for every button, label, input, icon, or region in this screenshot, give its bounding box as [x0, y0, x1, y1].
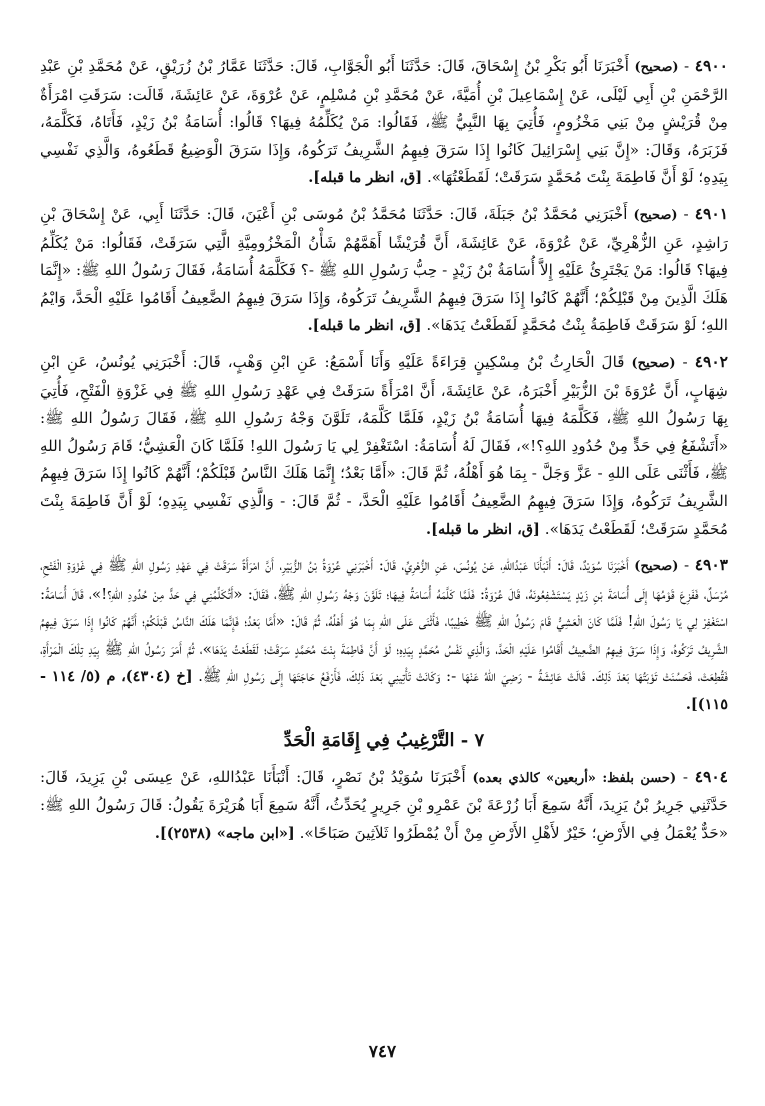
hadith-separator: - — [675, 352, 688, 371]
page-number: ٧٤٧ — [368, 1042, 397, 1062]
hadith-number: ٤٩٠١ — [694, 203, 729, 223]
hadith-reference: [ق، انظر ما قبله]. — [307, 317, 422, 335]
hadith-number: ٤٩٠٤ — [694, 766, 728, 786]
hadith-grade: (صحيح) — [633, 207, 678, 223]
hadith-reference: [ق، انظر ما قبله]. — [308, 169, 423, 187]
hadith-number: ٤٩٠٠ — [694, 56, 728, 75]
hadith-separator: - — [678, 57, 690, 75]
hadith-grade: (صحيح) — [634, 559, 679, 575]
hadith-4901 — [40, 200, 728, 340]
hadith-number: ٤٩٠٢ — [694, 351, 729, 371]
chapter-title: ٧ - التَّرْغِيبُ فِي إِقَامَةِ الْحَدِّ — [283, 729, 485, 751]
hadith-reference: [ق، انظر ما قبله]. — [426, 520, 540, 538]
hadith-text: أَخْبَرَنِي مُحَمَّدُ بْنُ جَبَلَةَ، قَالَ: حَدَّثَنَا مُحَمَّدُ بْنُ مُوسَى بْنِ أَعْيَنَ، قَالَ: حَدَّثَنَا أَبِي، عَنْ إِسْحَاقَ بْنِ رَاشِدٍ، عَنِ الزُّهْرِيِّ، عَنْ عُرْوَةَ، عَنْ عَائِشَةَ، أَنَّ قُرَيْشًا أَهَمَّهُمْ شَأْنُ الْمَخْزُومِيَّةِ الَّتِي سَرَقَتْ، فَقَالُوا: مَنْ يُكَلِّمُ فِيهَا؟ قَالُوا: مَنْ يَجْتَرِئُ عَلَيْهِ إِلاَّ أُسَامَةُ بْنُ زَيْدٍ - حِبُّ رَسُولِ اللهِ ﷺ -؟ فَكَلَّمَهُ أُسَامَةُ، فَقَالَ رَسُولُ اللهِ ﷺ: «إِنَّمَا هَلَكَ الَّذِينَ مِنْ قَبْلِكُمْ؛ أَنَّهُمْ كَانُوا إِذَا سَرَقَ فِيهِمُ الشَّرِيفُ تَرَكُوهُ، وَإِذَا سَرَقَ فِيهِمُ الضَّعِيفُ أَقَامُوا عَلَيْهِ الْحَدَّ، وَايْمُ اللهِ؛ لَوْ سَرَقَتْ فَاطِمَةُ بِنْتُ مُحَمَّدٍ لَقَطَعْتُ يَدَهَا». — [40, 204, 728, 335]
hadith-number: ٤٩٠٣ — [694, 555, 728, 575]
hadith-reference: [خ (٤٣٠٤)، م (٥/ ١١٤ - ١١٥)]. — [40, 668, 728, 714]
hadith-4903 — [40, 551, 728, 719]
hadith-reference: [«ابن ماجه» (٢٥٣٨)]. — [154, 824, 295, 842]
hadith-text: أَخْبَرَنَا سُوَيْدُ بْنُ نَصْرٍ، قَالَ: أَنْبَأَنَا عَبْدُاللهِ، عَنْ عِيسَى بْنِ يَزِيدَ، قَالَ: حَدَّثَنِي جَرِيرُ بْنُ يَزِيدَ، أَنَّهُ سَمِعَ أَبَا زُرْعَةَ بْنَ عَمْرِو بْنِ جَرِيرٍ يُحَدِّثُ، أَنَّهُ سَمِعَ أَبَا هُرَيْرَةَ يَقُولُ: قَالَ رَسُولُ اللهِ ﷺ: «حَدٌّ يُعْمَلُ فِي الأَرْضِ؛ خَيْرٌ لأَهْلِ الأَرْضِ مِنْ أَنْ يُمْطَرُوا ثَلاَثِينَ صَبَاحًا». — [40, 767, 728, 842]
hadith-separator: - — [677, 204, 689, 223]
hadith-4904 — [40, 763, 728, 848]
hadith-separator: - — [678, 556, 690, 575]
hadith-grade: (حسن بلفظ: «أربعين» كالذي بعده) — [472, 770, 677, 786]
hadith-text: أَخْبَرَنَا سُوَيْدٌ، قَالَ: أَنْبَأَنَا عَبْدُاللهِ، عَنْ يُونُسَ، عَنِ الزُّهْرِيِّ، قَالَ: أَخْبَرَنِي عُرْوَةُ بْنُ الزُّبَيْرِ، أَنَّ امْرَأَةً سَرَقَتْ فِي عَهْدِ رَسُولِ اللهِ ﷺ فِي غَزْوَةِ الْفَتْحِ، مُرْسَلٌ، فَفَزِعَ قَوْمُهَا إِلَى أُسَامَةَ بْنِ زَيْدٍ يَسْتَشْفِعُونَهُ، قَالَ عُرْوَةُ: فَلَمَّا كَلَّمَهُ أُسَامَةُ فِيهَا؛ تَلَوَّنَ وَجْهُ رَسُولِ اللهِ ﷺ، فَقَالَ: «أَتُكَلِّمُنِي فِي حَدٍّ مِنْ حُدُودِ اللهِ؟!»، قَالَ أُسَامَةُ: اسْتَغْفِرْ لِي يَا رَسُولَ اللهِ! فَلَمَّا كَانَ الْعَشِيُّ قَامَ رَسُولُ اللهِ ﷺ خَطِيبًا، فَأَثْنَى عَلَى اللهِ بِمَا هُوَ أَهْلُهُ، ثُمَّ قَالَ: «أَمَّا بَعْدُ؛ فَإِنَّمَا هَلَكَ النَّاسُ قَبْلَكُمْ؛ أَنَّهُمْ كَانُوا إِذَا سَرَقَ فِيهِمُ الشَّرِيفُ تَرَكُوهُ، وَإِذَا سَرَقَ فِيهِمُ الضَّعِيفُ أَقَامُوا عَلَيْهِ الْحَدَّ، وَالَّذِي نَفْسُ مُحَمَّدٍ بِيَدِهِ؛ لَوْ أَنَّ فَاطِمَةَ بِنْتَ مُحَمَّدٍ سَرَقَتْ؛ لَقَطَعْتُ يَدَهَا»، ثُمَّ أَمَرَ رَسُولُ اللهِ ﷺ بِيَدِ تِلْكَ الْمَرْأَةِ، فَقُطِعَتْ، فَحَسُنَتْ تَوْبَتُهَا بَعْدَ ذَلِكَ. قَالَتْ عَائِشَةُ - رَضِيَ اللهُ عَنْهَا -: وَكَانَتْ تَأْتِينِي بَعْدَ ذَلِكَ، فَأَرْفَعُ حَاجَتَهَا إِلَى رَسُولِ اللهِ ﷺ. — [40, 556, 728, 686]
page-body — [40, 52, 728, 855]
hadith-grade: (صحيح) — [634, 60, 679, 75]
hadith-grade: (صحيح) — [631, 355, 676, 371]
hadith-text: أَخْبَرَنَا أَبُو بَكْرِ بْنُ إِسْحَاقَ، قَالَ: حَدَّثَنَا أَبُو الْجَوَّابِ، قَالَ: حَدَّثَنَا عَمَّارُ بْنُ زُرَيْقٍ، عَنْ مُحَمَّدِ بْنِ عَبْدِ الرَّحْمَنِ بْنِ أَبِي لَيْلَى، عَنْ إِسْمَاعِيلَ بْنِ أُمَيَّةَ، عَنْ مُحَمَّدِ بْنِ مُسْلِمٍ، عَنْ عُرْوَةَ، عَنْ عَائِشَةَ، قَالَت: سَرَقَتِ امْرَأَةٌ مِنْ قُرَيْشٍ مِنْ بَنِي مَخْزُومٍ، فَأُتِيَ بِهَا النَّبِيُّ ﷺ، فَقَالُوا: مَنْ يُكَلِّمُهُ فِيهَا؟ قَالُوا: أُسَامَةُ بْنُ زَيْدٍ، فَأَتَاهُ، فَكَلَّمَهُ، فَزَبَرَهُ، وَقَالَ: «إِنَّ بَنِي إِسْرَائِيلَ كَانُوا إِذَا سَرَقَ فِيهِمُ الشَّرِيفُ تَرَكُوهُ، وَإِذَا سَرَقَ الْوَضِيعُ قَطَعُوهُ، وَالَّذِي نَفْسِي بِيَدِهِ؛ لَوْ أَنَّ فَاطِمَةَ بِنْتَ مُحَمَّدٍ سَرَقَتْ؛ لَقَطَعْتُهَا». — [40, 57, 728, 187]
hadith-4902 — [40, 348, 728, 543]
hadith-separator: - — [676, 767, 688, 786]
hadith-4900 — [40, 52, 728, 192]
hadith-text: قَالَ الْحَارِثُ بْنُ مِسْكِينٍ قِرَاءَةً عَلَيْهِ وَأَنَا أَسْمَعُ: عَنِ ابْنِ وَهْبٍ، قَالَ: أَخْبَرَنِي يُونُسُ، عَنِ ابْنِ شِهَابٍ، أَنَّ عُرْوَةَ بْنَ الزُّبَيْرِ أَخْبَرَهُ، عَنْ عَائِشَةَ، أَنَّ امْرَأَةً سَرَقَتْ فِي عَهْدِ رَسُولِ اللهِ ﷺ فِي غَزْوَةِ الْفَتْحِ، فَأُتِيَ بِهَا رَسُولُ اللهِ ﷺ، فَكَلَّمَهُ فِيهَا أُسَامَةُ بْنُ زَيْدٍ، فَلَمَّا كَلَّمَهُ، تَلَوَّنَ وَجْهُ رَسُولِ اللهِ ﷺ، فَقَالَ رَسُولُ اللهِ ﷺ: «أَتَشْفَعُ فِي حَدٍّ مِنْ حُدُودِ اللهِ؟!»، فَقَالَ لَهُ أُسَامَةُ: اسْتَغْفِرْ لِي يَا رَسُولَ اللهِ! فَلَمَّا كَانَ الْعَشِيُّ؛ قَامَ رَسُولُ اللهِ ﷺ، فَأَثْنَى عَلَى اللهِ - عَزَّ وَجَلَّ - بِمَا هُوَ أَهْلُهُ، ثُمَّ قَالَ: «أَمَّا بَعْدُ؛ إِنَّمَا هَلَكَ النَّاسُ قَبْلَكُمْ؛ أَنَّهُمْ كَانُوا إِذَا سَرَقَ فِيهِمُ الشَّرِيفُ تَرَكُوهُ، وَإِذَا سَرَقَ فِيهِمُ الضَّعِيفُ أَقَامُوا عَلَيْهِ الْحَدَّ، - ثُمَّ قَالَ: - وَالَّذِي نَفْسِي بِيَدِهِ؛ لَوْ أَنَّ فَاطِمَةَ بِنْتَ مُحَمَّدٍ سَرَقَتْ؛ لَقَطَعْتُ يَدَهَا». — [40, 352, 728, 538]
